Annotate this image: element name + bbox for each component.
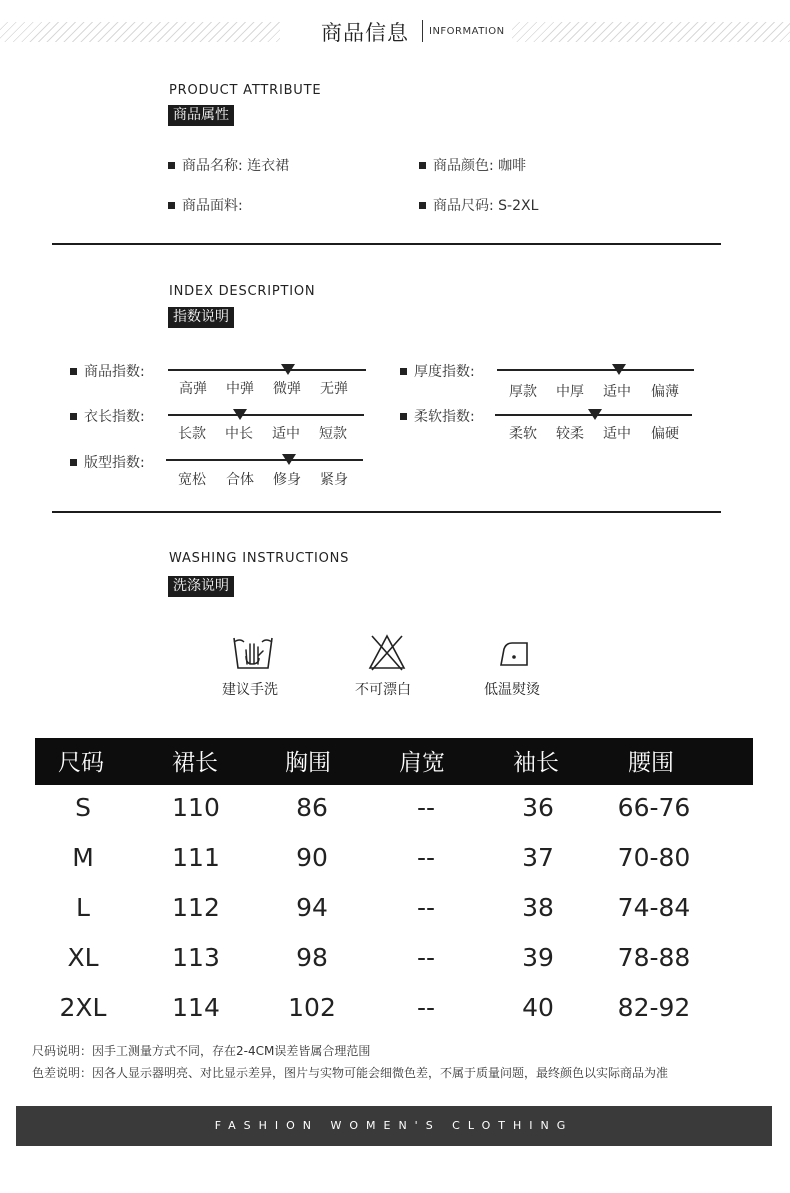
table-cell: 113: [172, 943, 220, 972]
index-length-option: 长款: [178, 426, 206, 442]
index-thickness-label: 厚度指数:: [400, 361, 475, 381]
index-stretch-marker-icon: [281, 364, 295, 375]
sleeve-col-header: 袖长: [513, 750, 559, 776]
bullet-square-icon: [168, 202, 175, 209]
no-bleach-icon: [366, 632, 408, 672]
bullet-square-icon: [400, 413, 407, 420]
header-hatch-left: [0, 22, 280, 42]
divider-1: [52, 243, 721, 245]
table-cell: 39: [522, 943, 554, 972]
attribute-color: [419, 155, 526, 175]
divider-2: [52, 511, 721, 513]
index-stretch-scale: [168, 369, 366, 371]
hand-wash-icon: [232, 634, 274, 672]
table-cell: 78-88: [617, 943, 691, 972]
table-cell: 74-84: [617, 893, 691, 922]
table-cell: 114: [172, 993, 220, 1022]
table-cell: --: [416, 793, 436, 822]
index-softness-option: 偏硬: [651, 426, 679, 442]
index-heading-cn: 指数说明: [168, 307, 234, 328]
attribute-name-text: 商品名称: 连衣裙: [182, 158, 290, 174]
index-softness-option: 柔软: [509, 426, 537, 442]
table-cell: L: [76, 893, 90, 922]
index-stretch-option: 中弹: [226, 381, 254, 397]
index-stretch-option: 高弹: [179, 381, 207, 397]
table-cell: 90: [296, 843, 328, 872]
table-cell: 112: [172, 893, 220, 922]
header-title: 商品信息: [321, 21, 409, 45]
attribute-color-text: 商品颜色: 咖啡: [433, 158, 527, 174]
table-cell: 40: [522, 993, 554, 1022]
bullet-square-icon: [70, 413, 77, 420]
index-softness-option: 较柔: [556, 426, 584, 442]
color-note: 色差说明：因各人显示器明亮、对比显示差异，图片与实物可能会细微色差，不属于质量问题，最终颜色以实际商品为准: [32, 1066, 669, 1080]
table-cell: 2XL: [59, 993, 107, 1022]
bullet-square-icon: [70, 368, 77, 375]
table-cell: 94: [296, 893, 328, 922]
index-stretch-label: 商品指数:: [70, 361, 145, 381]
table-cell: 70-80: [617, 843, 691, 872]
index-thickness-scale: [497, 369, 694, 371]
table-cell: 66-76: [617, 793, 691, 822]
index-heading-en: INDEX DESCRIPTION: [169, 284, 316, 299]
index-length-marker-icon: [233, 409, 247, 420]
hand-wash-label: 建议手洗: [222, 682, 278, 698]
header-subtitle: INFORMATION: [429, 26, 505, 37]
bullet-square-icon: [168, 162, 175, 169]
index-softness-label: 柔软指数:: [400, 406, 475, 426]
index-fit-label: 版型指数:: [70, 452, 145, 472]
size-note: 尺码说明：因手工测量方式不同，存在2-4CM误差皆属合理范围: [32, 1044, 371, 1058]
waist-col-header: 腰围: [628, 750, 674, 776]
footer-text: FASHION WOMEN'S CLOTHING: [214, 1119, 574, 1132]
index-softness-option: 适中: [603, 426, 631, 442]
table-cell: XL: [67, 943, 99, 972]
size-col-header: 尺码: [58, 750, 104, 776]
bullet-square-icon: [70, 459, 77, 466]
index-thickness-option: 偏薄: [651, 384, 679, 400]
index-fit-option: 宽松: [178, 472, 206, 488]
index-fit-option: 紧身: [320, 472, 348, 488]
index-length-option: 中长: [225, 426, 253, 442]
bullet-square-icon: [400, 368, 407, 375]
bullet-square-icon: [419, 162, 426, 169]
bullet-square-icon: [419, 202, 426, 209]
low-iron-label: 低温熨烫: [484, 682, 540, 698]
table-cell: 102: [288, 993, 336, 1022]
index-length-scale: [168, 414, 364, 416]
table-cell: 98: [296, 943, 328, 972]
length-col-header: 裙长: [172, 750, 218, 776]
index-fit-scale: [166, 459, 363, 461]
table-cell: 82-92: [617, 993, 691, 1022]
attribute-fabric: [168, 195, 243, 215]
header-divider: [422, 20, 423, 42]
attribute-size: [419, 195, 538, 215]
attribute-fabric-text: 商品面料:: [182, 198, 243, 214]
no-bleach-label: 不可漂白: [355, 682, 411, 698]
attribute-name: [168, 155, 289, 175]
index-stretch-option: 无弹: [320, 381, 348, 397]
index-length-option: 适中: [272, 426, 300, 442]
table-cell: 86: [296, 793, 328, 822]
index-thickness-option: 厚款: [509, 384, 537, 400]
table-cell: 36: [522, 793, 554, 822]
index-fit-option: 合体: [226, 472, 254, 488]
table-cell: --: [416, 943, 436, 972]
table-cell: M: [72, 843, 94, 872]
index-length-option: 短款: [319, 426, 347, 442]
index-thickness-option: 中厚: [556, 384, 584, 400]
table-cell: --: [416, 843, 436, 872]
table-cell: S: [75, 793, 91, 822]
table-cell: --: [416, 993, 436, 1022]
attributes-heading-cn: 商品属性: [168, 105, 234, 126]
index-softness-marker-icon: [588, 409, 602, 420]
attributes-heading-en: PRODUCT ATTRIBUTE: [169, 83, 322, 98]
index-thickness-marker-icon: [612, 364, 626, 375]
table-cell: 37: [522, 843, 554, 872]
footer-banner: [16, 1106, 772, 1146]
table-cell: 38: [522, 893, 554, 922]
shoulder-col-header: 肩宽: [399, 750, 445, 776]
table-cell: --: [416, 893, 436, 922]
index-length-label: 衣长指数:: [70, 406, 145, 426]
washing-heading-cn: 洗涤说明: [168, 576, 234, 597]
header-hatch-right: [512, 22, 790, 42]
index-fit-option: 修身: [273, 472, 301, 488]
bust-col-header: 胸围: [285, 750, 331, 776]
table-cell: 111: [172, 843, 220, 872]
index-stretch-option: 微弹: [273, 381, 301, 397]
attribute-size-text: 商品尺码: S-2XL: [433, 198, 539, 214]
low-iron-icon: [497, 637, 531, 669]
index-fit-marker-icon: [282, 454, 296, 465]
index-thickness-option: 适中: [603, 384, 631, 400]
table-cell: 110: [172, 793, 220, 822]
washing-heading-en: WASHING INSTRUCTIONS: [169, 551, 350, 566]
